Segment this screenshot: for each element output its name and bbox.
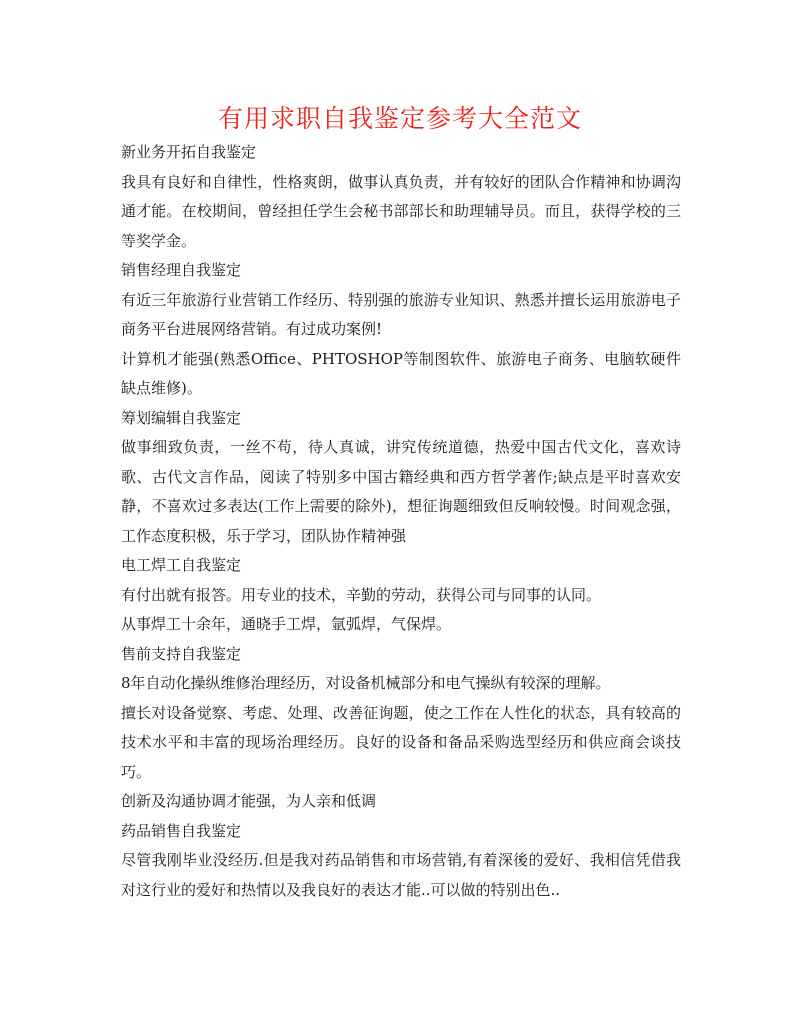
section-heading: 售前支持自我鉴定 bbox=[121, 644, 242, 663]
section-heading: 销售经理自我鉴定 bbox=[121, 261, 242, 279]
paragraph: 创新及沟通协调才能强，为人亲和低调 bbox=[121, 792, 377, 810]
paragraph: 有付出就有报答。用专业的技术，辛勤的劳动，获得公司与同事的认同。 bbox=[121, 585, 602, 604]
paragraph: 有近三年旅游行业营销工作经历、特别强的旅游专业知识、熟悉并擅长运用旅游电子商务平台进展网络营销。有过成功案例! bbox=[121, 290, 681, 338]
section-heading: 筹划编辑自我鉴定 bbox=[121, 408, 242, 427]
paragraph: 做事细致负责，一丝不苟，待人真诚，讲究传统道德，热爱中国古代文化，喜欢诗歌、古代文言作品，阅读了特别多中国古籍经典和西方哲学著作;缺点是平时喜欢安静，不喜欢过多表达(工作上需要的除外)，想征询题细致但反响较慢。时间观念强，工作态度积极，乐于学习，团队协作精神强 bbox=[121, 438, 681, 545]
paragraph: 计算机才能强(熟悉Office、PHTOSHOP等制图软件、旅游电子商务、电脑软硬件缺点维修)。 bbox=[121, 349, 681, 397]
document-body bbox=[121, 138, 681, 905]
section-heading: 药品销售自我鉴定 bbox=[121, 821, 242, 840]
paragraph: 尽管我刚毕业没经历.但是我对药品销售和市场营销,有着深後的爱好、我相信凭借我对这行业的爱好和热情以及我良好的表达才能..可以做的特别出色.. bbox=[121, 851, 681, 899]
section-heading: 电工焊工自我鉴定 bbox=[121, 556, 242, 574]
paragraph: 擅长对设备觉察、考虑、处理、改善征询题，使之工作在人性化的状态，具有较高的技术水平和丰富的现场治理经历。良好的设备和备品采购选型经历和供应商会谈技巧。 bbox=[121, 703, 681, 781]
document-title: 有用求职自我鉴定参考大全范文 bbox=[217, 104, 582, 133]
section-heading: 新业务开拓自我鉴定 bbox=[121, 143, 257, 161]
paragraph: 我具有良好和自律性，性格爽朗，做事认真负责，并有较好的团队合作精神和协调沟通才能。在校期间，曾经担任学生会秘书部部长和助理辅导员。而且，获得学校的三等奖学金。 bbox=[121, 172, 681, 250]
paragraph: 从事焊工十余年，通晓手工焊，氩弧焊，气保焊。 bbox=[121, 615, 452, 633]
paragraph: 8年自动化操纵维修治理经历，对设备机械部分和电气操纵有较深的理解。 bbox=[121, 674, 611, 692]
